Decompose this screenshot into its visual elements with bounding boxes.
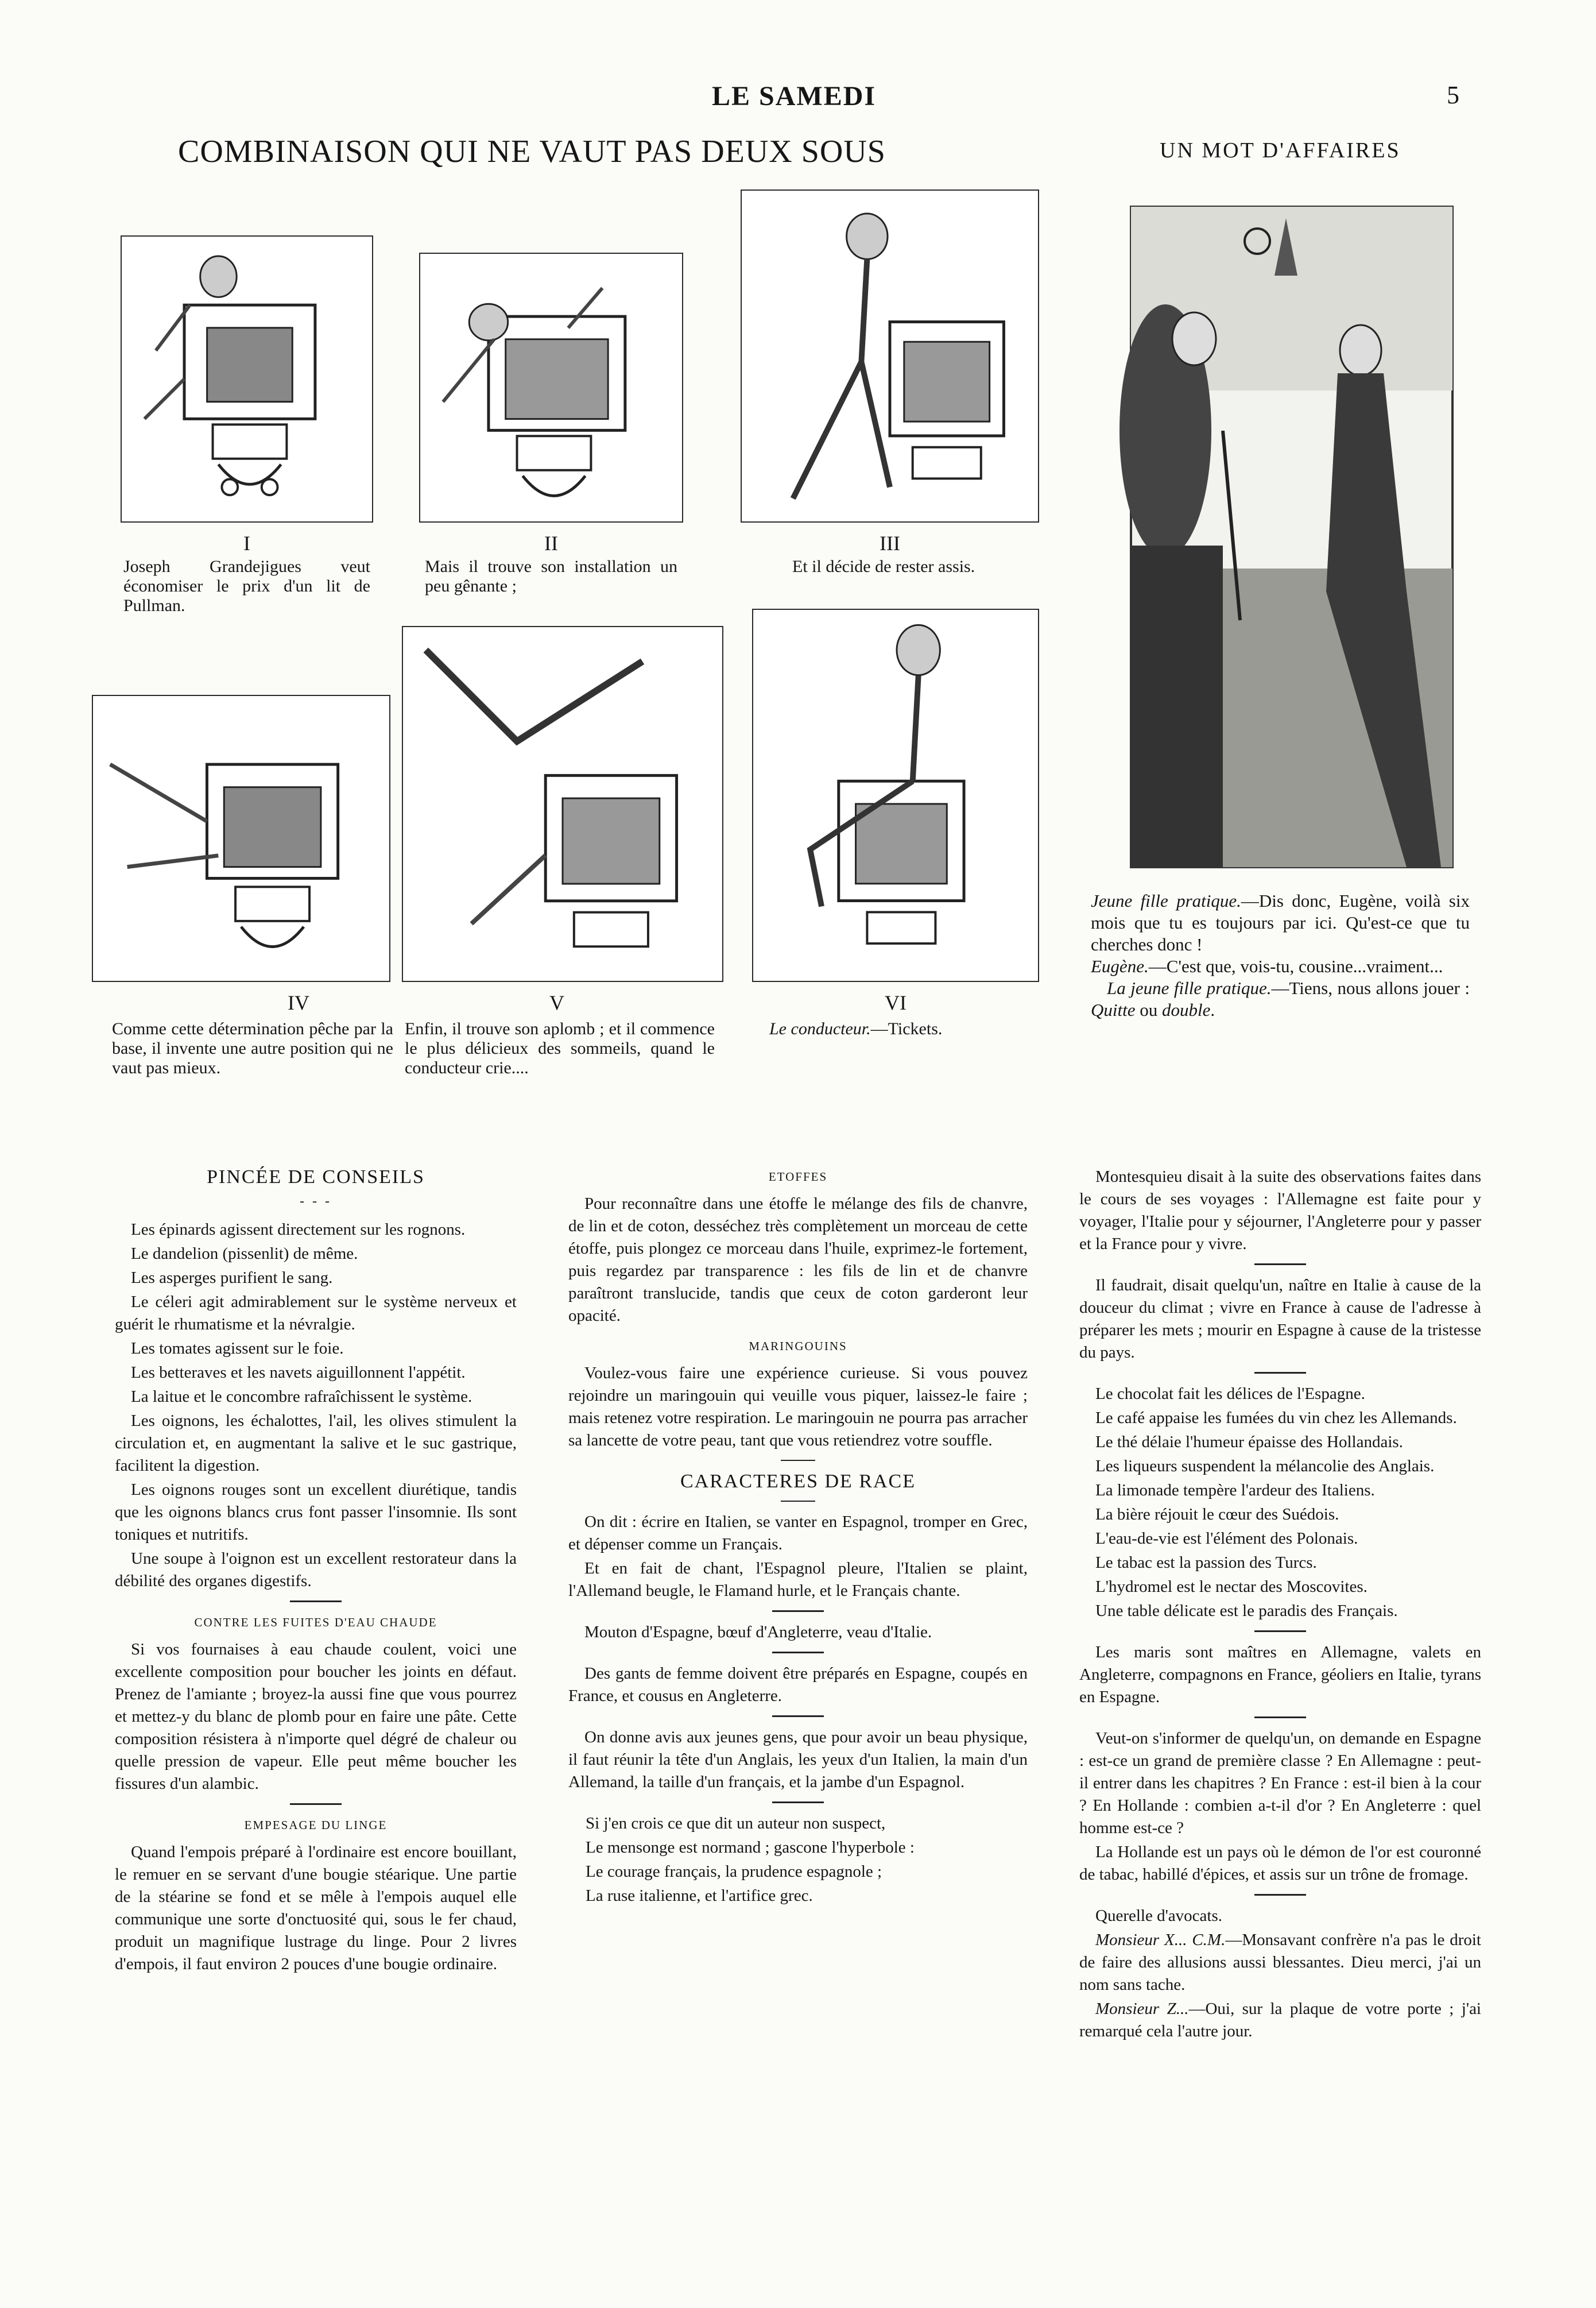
seat-illustration <box>122 237 372 521</box>
comic-panel-5 <box>402 626 723 982</box>
boissons-item: L'eau-de-vie est l'élément des Polonais. <box>1095 1529 1358 1548</box>
line-2: —C'est que, vois-tu, cousine...vraiment... <box>1148 956 1443 976</box>
comic-panel-6 <box>752 609 1039 982</box>
verse-line: Le courage français, la prudence espagnole ; <box>586 1862 882 1881</box>
speaker-3: La jeune fille pratique. <box>1107 978 1272 998</box>
subheading-empesage: EMPESAGE DU LINGE <box>244 1818 388 1832</box>
seat-illustration <box>93 696 389 981</box>
boissons-item: Une table délicate est le paradis des Français. <box>1095 1602 1398 1620</box>
boissons-item: L'hydromel est le nectar des Moscovites. <box>1095 1578 1368 1596</box>
advice-paragraph: Une soupe à l'oignon est un excellent restorateur dans la débilité des organes digestifs. <box>115 1549 517 1590</box>
separator: - - - <box>300 1194 332 1209</box>
speaker-z: Monsieur Z... <box>1095 2000 1189 2018</box>
paragraph-etoffes: Pour reconnaître dans une étoffe le mélange des fils de chanvre, de lin et de coton, desséchez très complètement un morceau de cette étoffe, puis plongez ce morceau dans l'huile, exprimez-le fortement, puis regardez par transparence : les fils de lin et de chanvre paraîtront translucide, tandis que ceux de coton garderont leur opacité. <box>568 1194 1028 1325</box>
comic-panel-3 <box>741 190 1039 523</box>
advice-paragraph: Les tomates agissent sur le foie. <box>131 1339 344 1358</box>
panel-caption-4: Comme cette détermination pêche par la base, il invente une autre position qui ne vaut pas mieux. <box>112 1019 393 1077</box>
speaker-2: Eugène. <box>1091 956 1149 976</box>
caption-text: —Tickets. <box>870 1019 943 1038</box>
race-paragraph: Mouton d'Espagne, bœuf d'Angleterre, veau d'Italie. <box>584 1623 932 1641</box>
advice-paragraph: Les oignons, les échalottes, l'ail, les olives stimulent la circulation et, en augmentant la salive et le suc gastrique, facilitent la digestion. <box>115 1412 517 1475</box>
divider <box>1254 1630 1306 1632</box>
panel-number-2: II <box>544 532 558 555</box>
panel-number-1: I <box>243 532 250 555</box>
advice-paragraph: Le céleri agit admirablement sur le système nerveux et guérit le rhumatisme et la névralgie. <box>115 1293 517 1333</box>
race-paragraph: Des gants de femme doivent être préparés en Espagne, coupés en France, et cousus en Angleterre. <box>568 1664 1028 1705</box>
comic-title: COMBINAISON QUI NE VAUT PAS DEUX SOUS <box>178 134 886 169</box>
line-x: —Monsavant confrère n'a pas le droit de faire des allusions aussi blessantes. Dieu merci, j'ai un nom sans tache. <box>1079 1931 1481 1994</box>
divider <box>772 1610 824 1612</box>
caption-speaker: Le conducteur. <box>769 1019 871 1038</box>
column-2 <box>568 1166 1028 1909</box>
line-z: —Oui, sur la plaque de votre porte ; j'ai remarqué cela l'autre jour. <box>1079 2000 1481 2040</box>
advice-paragraph: La laitue et le concombre rafraîchissent le système. <box>131 1387 472 1406</box>
panel-caption-3: Et il décide de rester assis. <box>792 557 975 576</box>
page-number: 5 <box>1447 81 1459 109</box>
subheading-fuites: CONTRE LES FUITES D'EAU CHAUDE <box>194 1615 437 1629</box>
divider <box>290 1803 342 1805</box>
advice-paragraph: Les asperges purifient le sang. <box>131 1269 333 1287</box>
speaker-x: Monsieur X... C.M. <box>1095 1931 1226 1949</box>
panel-caption-2: Mais il trouve son installation un peu gênante ; <box>425 557 677 596</box>
verse <box>568 1812 1028 1907</box>
divider <box>772 1715 824 1717</box>
line-3: —Tiens, nous allons jouer : <box>1271 978 1470 998</box>
masthead: LE SAMEDI <box>712 81 877 111</box>
boissons-item: Les liqueurs suspendent la mélancolie des Anglais. <box>1095 1457 1435 1475</box>
verse-line: La ruse italienne, et l'artifice grec. <box>586 1886 813 1905</box>
cartoon-illustration <box>1085 190 1498 879</box>
game-2: double <box>1162 1000 1211 1020</box>
game-1: Quitte <box>1091 1000 1136 1020</box>
boissons-item: Le thé délaie l'humeur épaisse des Hollandais. <box>1095 1433 1403 1451</box>
divider <box>1254 1372 1306 1374</box>
boissons-item: Le tabac est la passion des Turcs. <box>1095 1553 1317 1572</box>
panel-number-5: V <box>549 991 564 1014</box>
divider <box>772 1652 824 1653</box>
comic-panel-2 <box>419 253 683 523</box>
naitre-paragraph: Il faudrait, disait quelqu'un, naître en Italie à cause de la douceur du climat ; vivre en France à cause de l'adresse à préparer les mets ; mourir en Espagne à cause de la tristesse du pays. <box>1079 1276 1481 1362</box>
divider <box>1254 1894 1306 1896</box>
divider <box>1254 1263 1306 1265</box>
advice-paragraph: Le dandelion (pissenlit) de même. <box>131 1244 358 1263</box>
panel-caption-6 <box>769 1019 1033 1039</box>
column-3 <box>1079 1166 1481 2044</box>
boissons-item: Le café appaise les fumées du vin chez les Allemands. <box>1095 1409 1457 1427</box>
quarrel-title: Querelle d'avocats. <box>1095 1907 1223 1925</box>
comic-panel-1 <box>121 235 373 523</box>
maris-paragraph: Les maris sont maîtres en Allemagne, valets en Angleterre, compagnons en France, géoliers en Italie, tyrans en Espagne. <box>1079 1643 1481 1706</box>
informer-paragraph: Veut-on s'informer de quelqu'un, on demande en Espagne : est-ce un grand de première classe ? En Allemagne : peut-il entrer dans les chapitres ? En France : est-il bien à la cour ? En Hollande : combien a-t-il d'or ? En Angleterre : quel homme est-ce ? <box>1079 1729 1481 1837</box>
section-heading-caracteres: CARACTERES DE RACE <box>680 1471 916 1492</box>
divider <box>772 1801 824 1803</box>
panel-number-4: IV <box>288 991 309 1014</box>
montesquieu-paragraph: Montesquieu disait à la suite des observations faites dans le cours de ses voyages : l'Allemagne est faite pour y voyager, l'Italie pour y séjourner, l'Angleterre pour y passer et la France pour y vivre. <box>1079 1167 1481 1253</box>
cartoon-caption <box>1091 890 1470 1021</box>
race-paragraph: On dit : écrire en Italien, se vanter en Espagnol, tromper en Grec, et dépenser comme un Français. <box>568 1513 1028 1553</box>
seat-illustration <box>420 254 682 521</box>
boissons-item: La limonade tempère l'ardeur des Italiens. <box>1095 1481 1375 1499</box>
couple-at-window-illustration <box>1085 190 1498 879</box>
section-heading-conseils: PINCÉE DE CONSEILS <box>207 1166 425 1188</box>
divider <box>290 1600 342 1602</box>
advice-paragraph: Les épinards agissent directement sur les rognons. <box>131 1220 466 1239</box>
boissons-item: La bière réjouit le cœur des Suédois. <box>1095 1505 1339 1524</box>
line-1: —Dis donc, Eugène, voilà six mois que tu es toujours par ici. Qu'est-ce que tu cherches donc ! <box>1091 891 1470 954</box>
comic-panel-4 <box>92 695 390 982</box>
subheading-maringouins: MARINGOUINS <box>749 1339 847 1353</box>
race-paragraph: Et en fait de chant, l'Espagnol pleure, l'Italien se plaint, l'Allemand beugle, le Flamand hurle, et le Français chante. <box>568 1559 1028 1600</box>
verse-line: Si j'en crois ce que dit un auteur non suspect, <box>586 1814 886 1833</box>
panel-caption-5: Enfin, il trouve son aplomb ; et il commence le plus délicieux des sommeils, quand le conducteur crie.... <box>405 1019 715 1077</box>
subheading-etoffes: ETOFFES <box>768 1170 828 1184</box>
paragraph-empesage: Quand l'empois préparé à l'ordinaire est encore bouillant, le remuer en se servant d'une bougie stéarique. Une partie de la stéarine se fond et se mêle à l'empois auquel elle communique une sorte d'onctuosité qui, sous le fer chaud, produit un magnifique lustrage du linge. Pour 2 livres d'empois, il faut environ 2 pouces d'une bougie ordinaire. <box>115 1843 517 1973</box>
verse-line: Le mensonge est normand ; gascone l'hyperbole : <box>586 1838 915 1857</box>
line-3-or: ou <box>1135 1000 1162 1020</box>
quarrel-line-1 <box>1079 1929 1481 1996</box>
panel-number-3: III <box>880 532 900 555</box>
paragraph-fuites: Si vos fournaises à eau chaude coulent, voici une excellente composition pour boucher les joints en défaut. Prenez de l'amiante ; broyez-la aussi fine que vous pourrez et mettez-y du blanc de plomb pour en faire une pâte. Cette composition résistera à n'importe quel dégré de chaleur ou quelle pression de vapeur. Elle peut même boucher les fissures d'un alambic. <box>115 1640 517 1793</box>
panel-number-6 <box>855 991 936 1015</box>
quarrel-line-2 <box>1079 1998 1481 2043</box>
line-3-end: . <box>1210 1000 1215 1020</box>
boissons-item: Le chocolat fait les délices de l'Espagne. <box>1095 1385 1365 1403</box>
divider <box>781 1460 815 1461</box>
seat-illustration <box>753 610 1038 981</box>
advice-paragraph: Les betteraves et les navets aiguillonnent l'appétit. <box>131 1363 466 1382</box>
advice-paragraph: Les oignons rouges sont un excellent diurétique, tandis que les oignons blancs crus font passer l'insomnie. Ils sont toniques et nutritifs. <box>115 1480 517 1544</box>
column-1 <box>115 1166 517 1977</box>
divider <box>781 1501 815 1502</box>
race-paragraph: On donne avis aux jeunes gens, que pour avoir un beau physique, il faut réunir la tête d'un Anglais, les yeux d'un Italien, la main d'un Allemand, la taille d'un français, et la jambe d'un Espagnol. <box>568 1728 1028 1791</box>
panel-caption-1: Joseph Grandejigues veut économiser le prix d'un lit de Pullman. <box>123 557 370 615</box>
divider <box>1254 1716 1306 1718</box>
hollande-paragraph: La Hollande est un pays où le démon de l'or est couronné de tabac, habillé d'épices, et assis sur un trône de fromage. <box>1079 1843 1481 1884</box>
paragraph-maringouins: Voulez-vous faire une expérience curieuse. Si vous pouvez rejoindre un maringouin qui veuille vous piquer, laissez-le faire ; mais retenez votre respiration. Le maringouin ne pourra pas arracher sa lancette de votre peau, tant que vous retiendrez votre souffle. <box>568 1364 1028 1449</box>
seat-illustration <box>403 627 722 981</box>
panel-number-6-text: VI <box>885 991 907 1014</box>
seat-illustration <box>742 191 1038 521</box>
speaker-1: Jeune fille pratique. <box>1091 891 1241 911</box>
cartoon-title: UN MOT D'AFFAIRES <box>1160 138 1401 163</box>
